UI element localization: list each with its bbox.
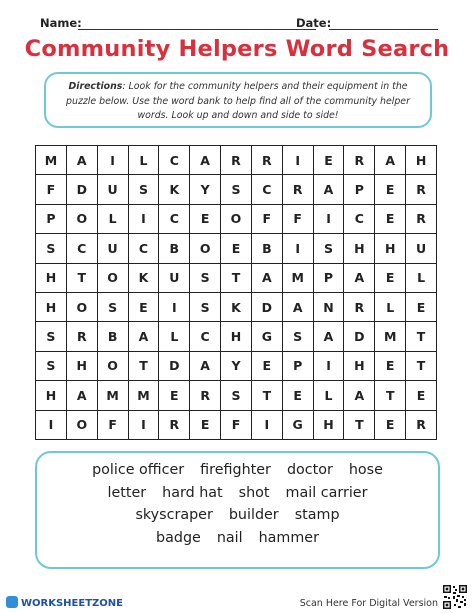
- grid-cell[interactable]: A: [344, 381, 375, 410]
- grid-cell[interactable]: M: [97, 381, 128, 410]
- grid-cell[interactable]: E: [375, 351, 406, 380]
- logo-text: WORKSHEETZONE: [21, 598, 123, 609]
- directions-text: : Look for the community helpers and their equipment in the puzzle below. Use the word bank to help find all of the community helper words. Look up and down and side to side!: [66, 81, 410, 121]
- grid-row: [36, 175, 437, 204]
- grid-cell[interactable]: A: [66, 146, 97, 175]
- page-title: Community Helpers Word Search: [24, 36, 450, 62]
- grid-cell[interactable]: R: [406, 410, 437, 439]
- grid-cell[interactable]: S: [282, 322, 313, 351]
- grid-cell[interactable]: A: [375, 146, 406, 175]
- grid-cell[interactable]: A: [344, 263, 375, 292]
- date-label: Date:: [296, 16, 332, 30]
- grid-row: [36, 410, 437, 439]
- grid-cell[interactable]: T: [375, 381, 406, 410]
- grid-cell[interactable]: S: [221, 381, 252, 410]
- word-bank-line: [37, 527, 438, 550]
- grid-cell[interactable]: T: [221, 263, 252, 292]
- grid-cell[interactable]: K: [221, 292, 252, 321]
- grid-cell[interactable]: A: [66, 381, 97, 410]
- grid-cell[interactable]: I: [282, 146, 313, 175]
- grid-cell[interactable]: E: [221, 234, 252, 263]
- grid-cell[interactable]: I: [128, 204, 159, 233]
- grid-cell[interactable]: G: [282, 410, 313, 439]
- grid-cell[interactable]: R: [344, 146, 375, 175]
- name-field[interactable]: [78, 29, 316, 30]
- grid-cell[interactable]: K: [159, 175, 190, 204]
- grid-cell[interactable]: F: [221, 410, 252, 439]
- word-bank-line: [37, 504, 438, 527]
- word-bank-word: hard hat: [162, 484, 223, 501]
- grid-row: [36, 292, 437, 321]
- date-field[interactable]: [329, 29, 438, 30]
- grid-cell[interactable]: U: [406, 234, 437, 263]
- grid-cell[interactable]: S: [190, 292, 221, 321]
- grid-cell[interactable]: I: [159, 292, 190, 321]
- footer: [0, 590, 474, 613]
- word-bank-word: stamp: [294, 507, 340, 523]
- grid-cell[interactable]: H: [221, 322, 252, 351]
- grid-cell[interactable]: T: [406, 322, 437, 351]
- word-bank: [35, 451, 440, 569]
- grid-cell[interactable]: D: [66, 175, 97, 204]
- grid-cell[interactable]: C: [66, 234, 97, 263]
- grid-cell[interactable]: T: [251, 381, 282, 410]
- grid-cell[interactable]: E: [375, 175, 406, 204]
- grid-cell[interactable]: H: [36, 381, 67, 410]
- grid-cell[interactable]: S: [36, 234, 67, 263]
- grid-cell[interactable]: E: [375, 204, 406, 233]
- grid-cell[interactable]: B: [251, 234, 282, 263]
- grid-cell[interactable]: E: [375, 410, 406, 439]
- grid-cell[interactable]: K: [128, 263, 159, 292]
- grid-cell[interactable]: D: [159, 351, 190, 380]
- directions-label: Directions: [68, 81, 123, 92]
- grid-cell[interactable]: S: [36, 351, 67, 380]
- word-bank-word: letter: [107, 484, 147, 501]
- grid-cell[interactable]: C: [344, 204, 375, 233]
- grid-cell[interactable]: A: [190, 351, 221, 380]
- logo-icon: [6, 596, 18, 608]
- grid-cell[interactable]: C: [128, 234, 159, 263]
- grid-cell[interactable]: O: [97, 263, 128, 292]
- grid-cell[interactable]: B: [97, 322, 128, 351]
- grid-cell[interactable]: T: [344, 410, 375, 439]
- grid-cell[interactable]: I: [251, 410, 282, 439]
- grid-cell[interactable]: T: [128, 351, 159, 380]
- grid-cell[interactable]: F: [36, 175, 67, 204]
- word-bank-word: hammer: [258, 529, 319, 546]
- grid-cell[interactable]: N: [313, 292, 344, 321]
- scan-text: Scan Here For Digital Version: [299, 598, 438, 609]
- grid-cell[interactable]: L: [128, 146, 159, 175]
- grid-cell[interactable]: L: [159, 322, 190, 351]
- name-label: Name:: [40, 16, 82, 30]
- grid-cell[interactable]: H: [313, 410, 344, 439]
- grid-cell[interactable]: I: [97, 146, 128, 175]
- grid-cell[interactable]: M: [128, 381, 159, 410]
- grid-cell[interactable]: O: [66, 292, 97, 321]
- grid-cell[interactable]: L: [406, 263, 437, 292]
- grid-cell[interactable]: I: [128, 410, 159, 439]
- word-bank-line: [37, 482, 438, 505]
- grid-cell[interactable]: G: [251, 322, 282, 351]
- grid-cell[interactable]: H: [406, 146, 437, 175]
- grid-cell[interactable]: O: [97, 351, 128, 380]
- grid-cell[interactable]: E: [406, 381, 437, 410]
- grid-cell[interactable]: A: [313, 175, 344, 204]
- grid-cell[interactable]: M: [282, 263, 313, 292]
- grid-cell[interactable]: A: [251, 263, 282, 292]
- grid-cell[interactable]: B: [159, 234, 190, 263]
- grid-cell[interactable]: I: [282, 234, 313, 263]
- grid-cell[interactable]: A: [282, 292, 313, 321]
- grid-cell[interactable]: P: [282, 351, 313, 380]
- grid-cell[interactable]: E: [406, 292, 437, 321]
- grid-cell[interactable]: H: [36, 263, 67, 292]
- grid-cell[interactable]: O: [221, 204, 252, 233]
- grid-cell[interactable]: E: [313, 146, 344, 175]
- grid-cell[interactable]: A: [190, 146, 221, 175]
- grid-row: [36, 234, 437, 263]
- grid-cell[interactable]: R: [251, 146, 282, 175]
- grid-cell[interactable]: I: [36, 410, 67, 439]
- word-bank-word: mail carrier: [285, 484, 368, 501]
- grid-cell[interactable]: O: [190, 234, 221, 263]
- grid-cell[interactable]: C: [159, 204, 190, 233]
- grid-cell[interactable]: P: [344, 175, 375, 204]
- grid-cell[interactable]: I: [313, 204, 344, 233]
- grid-cell[interactable]: O: [66, 204, 97, 233]
- grid-cell[interactable]: H: [375, 234, 406, 263]
- grid-cell[interactable]: H: [36, 292, 67, 321]
- grid-cell[interactable]: I: [313, 351, 344, 380]
- grid-cell[interactable]: Y: [221, 351, 252, 380]
- grid-cell[interactable]: L: [375, 292, 406, 321]
- grid-cell[interactable]: S: [128, 175, 159, 204]
- word-bank-word: nail: [216, 529, 243, 546]
- name-date-row: [40, 12, 440, 32]
- word-bank-line: [37, 459, 438, 482]
- grid-cell[interactable]: T: [406, 351, 437, 380]
- grid-cell[interactable]: U: [159, 263, 190, 292]
- grid-cell[interactable]: E: [190, 410, 221, 439]
- grid-cell[interactable]: S: [190, 263, 221, 292]
- grid-cell[interactable]: R: [406, 204, 437, 233]
- word-bank-word: doctor: [286, 462, 333, 478]
- grid-cell[interactable]: R: [282, 175, 313, 204]
- grid-cell[interactable]: E: [159, 381, 190, 410]
- grid-cell[interactable]: U: [97, 234, 128, 263]
- word-bank-word: police officer: [92, 462, 185, 478]
- word-bank-word: badge: [156, 529, 201, 546]
- worksheetzone-logo[interactable]: [6, 596, 123, 609]
- grid-cell[interactable]: E: [282, 381, 313, 410]
- grid-cell[interactable]: D: [251, 292, 282, 321]
- grid-row: [36, 381, 437, 410]
- grid-cell[interactable]: F: [97, 410, 128, 439]
- grid-cell[interactable]: R: [66, 322, 97, 351]
- grid-cell[interactable]: M: [375, 322, 406, 351]
- grid-cell[interactable]: C: [159, 146, 190, 175]
- grid-cell[interactable]: A: [313, 322, 344, 351]
- grid-cell[interactable]: S: [313, 234, 344, 263]
- grid-cell[interactable]: H: [344, 351, 375, 380]
- grid-cell[interactable]: R: [190, 381, 221, 410]
- grid-cell[interactable]: U: [97, 175, 128, 204]
- grid-row: [36, 204, 437, 233]
- grid-row: [36, 263, 437, 292]
- grid-cell[interactable]: A: [128, 322, 159, 351]
- grid-cell[interactable]: E: [375, 263, 406, 292]
- grid-cell[interactable]: E: [190, 204, 221, 233]
- grid-cell[interactable]: F: [251, 204, 282, 233]
- grid-cell[interactable]: E: [251, 351, 282, 380]
- grid-cell[interactable]: O: [66, 410, 97, 439]
- grid-cell[interactable]: P: [36, 204, 67, 233]
- word-bank-word: shot: [238, 484, 270, 501]
- grid-cell[interactable]: Y: [190, 175, 221, 204]
- word-bank-word: builder: [228, 507, 279, 523]
- grid-cell[interactable]: S: [97, 292, 128, 321]
- grid-cell[interactable]: R: [159, 410, 190, 439]
- grid-row: [36, 322, 437, 351]
- directions-box: [44, 72, 432, 128]
- grid-row: [36, 351, 437, 380]
- grid-cell[interactable]: R: [344, 292, 375, 321]
- grid-cell[interactable]: L: [97, 204, 128, 233]
- grid-cell[interactable]: M: [36, 146, 67, 175]
- grid-cell[interactable]: C: [190, 322, 221, 351]
- grid-cell[interactable]: E: [128, 292, 159, 321]
- grid-row: [36, 146, 437, 175]
- word-search-grid: [35, 145, 437, 440]
- grid-cell[interactable]: S: [36, 322, 67, 351]
- grid-cell[interactable]: C: [251, 175, 282, 204]
- grid-cell[interactable]: H: [344, 234, 375, 263]
- grid-cell[interactable]: P: [313, 263, 344, 292]
- word-bank-word: hose: [348, 462, 383, 478]
- grid-cell[interactable]: F: [282, 204, 313, 233]
- grid-cell[interactable]: D: [344, 322, 375, 351]
- qr-code-icon[interactable]: [442, 584, 468, 610]
- grid-cell[interactable]: R: [406, 175, 437, 204]
- grid-cell[interactable]: L: [313, 381, 344, 410]
- grid-cell[interactable]: S: [221, 175, 252, 204]
- grid-cell[interactable]: H: [66, 351, 97, 380]
- grid-cell[interactable]: R: [221, 146, 252, 175]
- grid-cell[interactable]: T: [66, 263, 97, 292]
- word-bank-word: firefighter: [200, 462, 271, 478]
- word-bank-word: skyscraper: [135, 507, 213, 523]
